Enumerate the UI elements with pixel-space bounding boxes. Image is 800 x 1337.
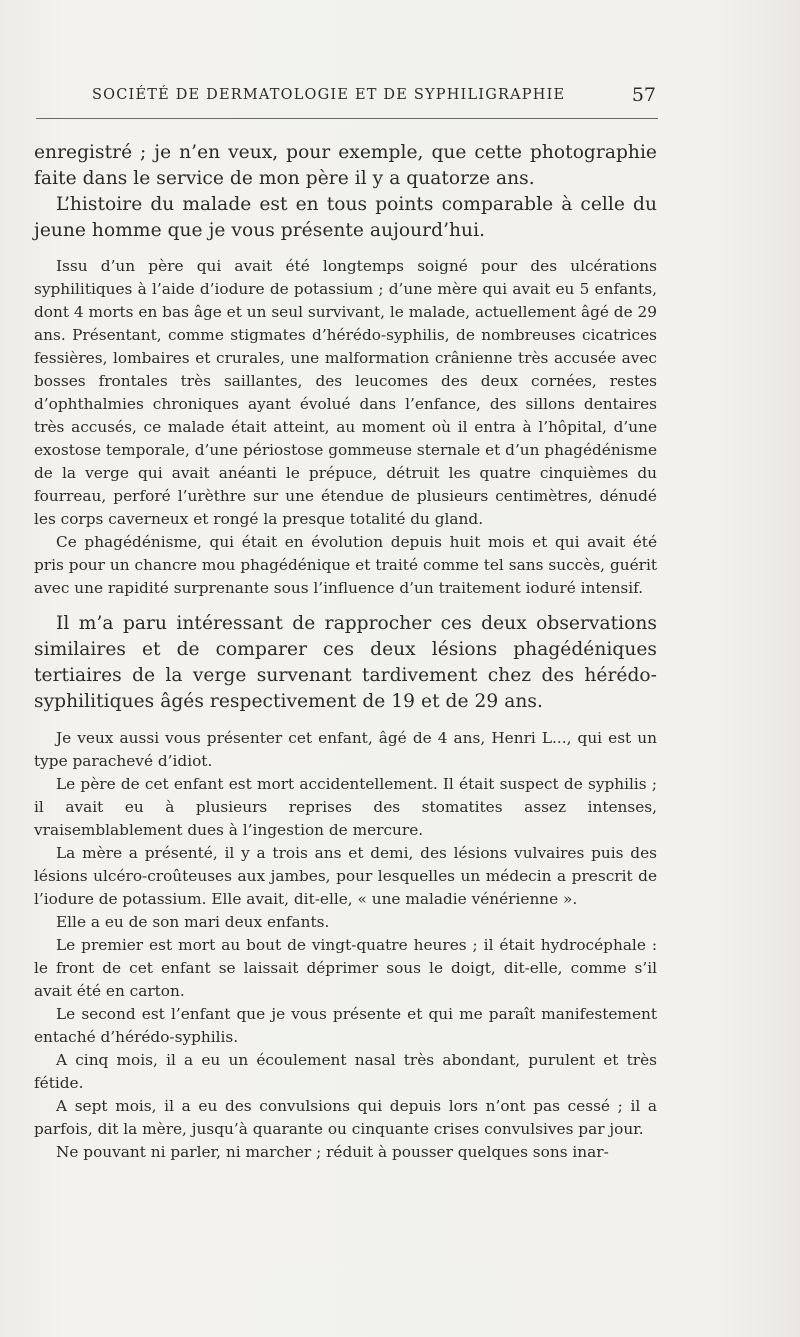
paragraph: Le premier est mort au bout de vingt-quatre heures ; il était hydrocéphale : le front de cet enfant se laissait déprimer sous le doigt, dit-elle, comme s’il avait été en carton. [34, 936, 657, 1000]
paragraph: La mère a présenté, il y a trois ans et demi, des lésions vulvaires puis des lésions ulcéro-croûteuses aux jambes, pour lesquelles un médecin a prescrit de l’iodure de potassium. Elle avait, dit-elle, « une maladie vénérienne ». [34, 844, 657, 908]
page-header [36, 84, 656, 112]
section-4 [34, 727, 657, 1164]
paragraph: A sept mois, il a eu des convulsions qui depuis lors n’ont pas cessé ; il a parfois, dit la mère, jusqu’à quarante ou cinquante crises convulsives par jour. [34, 1097, 657, 1138]
section-3 [34, 611, 657, 715]
paragraph: Ce phagédénisme, qui était en évolution depuis huit mois et qui avait été pris pour un chancre mou phagédénique et traité comme tel sans succès, guérit avec une rapidité surprenante sous l’influence d’un traitement ioduré intensif. [34, 533, 657, 597]
paragraph: Elle a eu de son mari deux enfants. [56, 913, 330, 931]
body-text [34, 140, 657, 1164]
paragraph: enregistré ; je n’en veux, pour exemple, que cette photographie faite dans le service de mon père il y a quatorze ans. [34, 142, 657, 189]
section-2 [34, 255, 657, 600]
paragraph: L’histoire du malade est en tous points comparable à celle du jeune homme que je vous présente aujourd’hui. [34, 194, 657, 241]
paragraph: Ne pouvant ni parler, ni marcher ; réduit à pousser quelques sons inar- [56, 1143, 609, 1161]
paragraph: Issu d’un père qui avait été longtemps soigné pour des ulcérations syphilitiques à l’aide d’iodure de potassium ; d’une mère qui avait eu 5 enfants, dont 4 morts en bas âge et un seul survivant, le malade, actuellement âgé de 29 ans. Présentant, comme stigmates d’hérédo-syphilis, de nombreuses cicatrices fessières, lombaires et crurales, une malformation crânienne très accusée avec bosses frontales très saillantes, des leucomes des deux cornées, restes d’ophthalmies chroniques ayant évolué dans l’enfance, des sillons dentaires très accusés, ce malade était atteint, au moment où il entra à l’hôpital, d’une exostose temporale, d’une périostose gommeuse sternale et d’un phagédénisme de la verge qui avait anéanti le prépuce, détruit les quatre cinquièmes du fourreau, perforé l’urèthre sur une étendue de plusieurs centimètres, dénudé les corps caverneux et rongé la presque totalité du gland. [34, 257, 657, 528]
section-1 [34, 140, 657, 244]
paragraph: Le second est l’enfant que je vous présente et qui me paraît manifestement entaché d’hérédo-syphilis. [34, 1005, 657, 1046]
page-number: 57 [631, 84, 656, 106]
paragraph: Je veux aussi vous présenter cet enfant, âgé de 4 ans, Henri L..., qui est un type parachevé d’idiot. [34, 729, 657, 770]
paragraph: Le père de cet enfant est mort accidentellement. Il était suspect de syphilis ; il avait eu à plusieurs reprises des stomatites assez intenses, vraisemblablement dues à l’ingestion de mercure. [34, 775, 657, 839]
paragraph: A cinq mois, il a eu un écoulement nasal très abondant, purulent et très fétide. [34, 1051, 657, 1092]
paragraph: Il m’a paru intéressant de rapprocher ces deux observations similaires et de comparer ces deux lésions phagédéniques tertiaires de la verge survenant tardivement chez des hérédo-syphilitiques âgés respectivement de 19 et de 29 ans. [34, 613, 657, 712]
header-rule [36, 118, 658, 119]
running-title: SOCIÉTÉ DE DERMATOLOGIE ET DE SYPHILIGRAPHIE [92, 87, 566, 103]
